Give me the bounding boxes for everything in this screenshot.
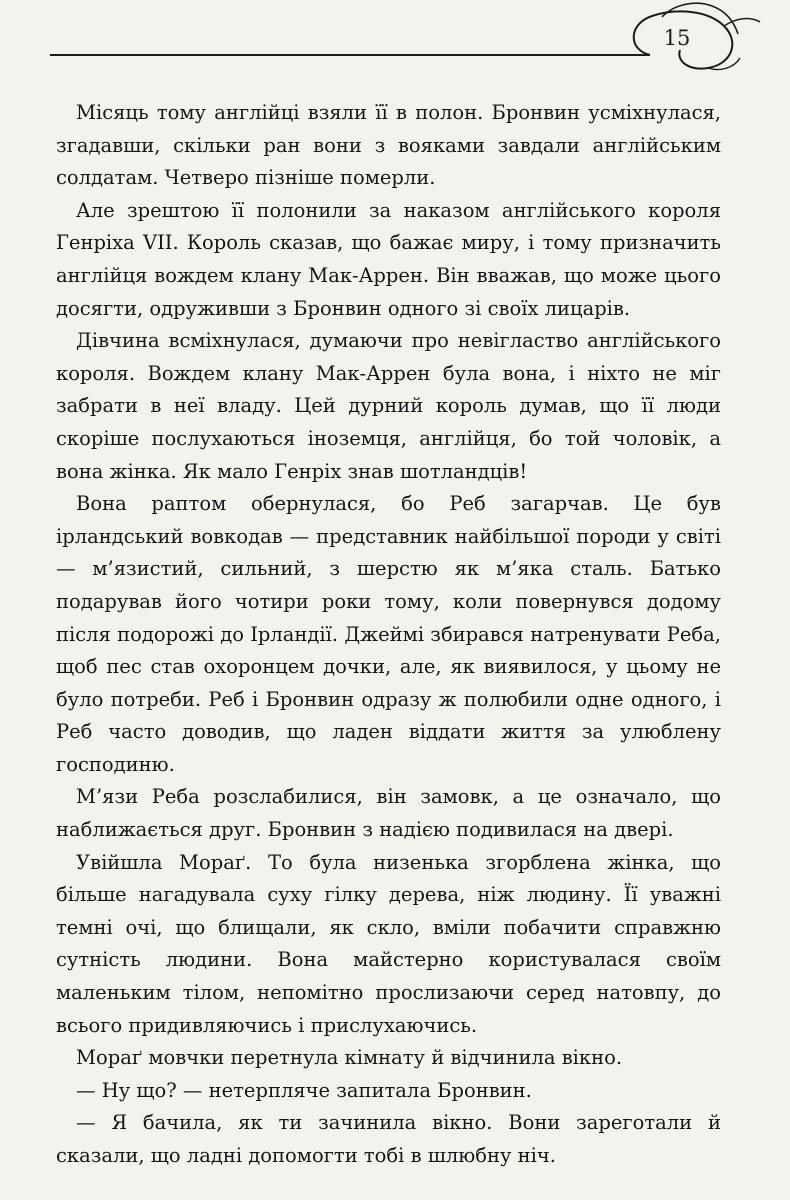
paragraph: Місяць тому англійці взяли її в полон. Бронвин усміхнулася, згадавши, скільки ран вони з вояками завдали англійським солдатам. Четверо пізніше померли.	[56, 101, 721, 190]
paragraph: М’язи Реба розслабилися, він замовк, а це означало, що наближається друг. Бронвин з надією подивилася на двері.	[56, 785, 721, 842]
paragraph: Але зрештою її полонили за наказом англійського короля Генріха VII. Король сказав, що бажає миру, і тому призначить англійця вождем клану Мак-Аррен. Він вважав, що може цього досягти, одруживши з Бронвин одного зі своїх лицарів.	[56, 198, 721, 320]
paragraph: Увійшла Мораґ. То була низенька згорблена жінка, що більше нагадувала суху гілку дерева, ніж людину. Її уважні темні очі, що блищали, як скло, вміли побачити справжню сутність людини. Вона майстерно користувалася своїм маленьким тілом, непомітно прослизаючи серед натовпу, до всього придивляючись і прислухаючись.	[56, 850, 721, 1037]
paragraph: Вона раптом обернулася, бо Реб загарчав. Це був ірландський вовкодав — представник найбільшої породи у світі — м’язистий, сильний, з шерстю як м’яка сталь. Батько подарував його чотири роки тому, коли повернувся додому після подорожі до Ірландії. Джеймі збирався натренувати Реба, щоб пес став охоронцем дочки, але, як виявилося, у цьому не було потреби. Реб і Бронвин одразу ж полюбили одне одного, і Реб часто доводив, що ладен віддати життя за улюблену господиню.	[56, 492, 721, 776]
flourish-tail	[724, 19, 760, 26]
page-header	[0, 0, 790, 90]
page-number: 15	[663, 26, 691, 50]
paragraph: Мораґ мовчки перетнула кімнату й відчинила вікно.	[76, 1046, 623, 1070]
dialogue-line: — Ну що? — нетерпляче запитала Бронвин.	[76, 1078, 532, 1102]
body-text	[56, 97, 721, 1173]
dialogue-line: — Я бачила, як ти зачинила вікно. Вони зареготали й сказали, що ладні допомогти тобі в шлюбну ніч.	[56, 1111, 721, 1167]
paragraph: Дівчина всміхнулася, думаючи про невігластво англійського короля. Вождем клану Мак-Аррен була вона, і ніхто не міг забрати в неї владу. Цей дурний король думав, що її люди скоріше послухаються іноземця, англійця, бо той чоловік, а вона жінка. Як мало Генріх знав шотландців!	[56, 329, 721, 483]
